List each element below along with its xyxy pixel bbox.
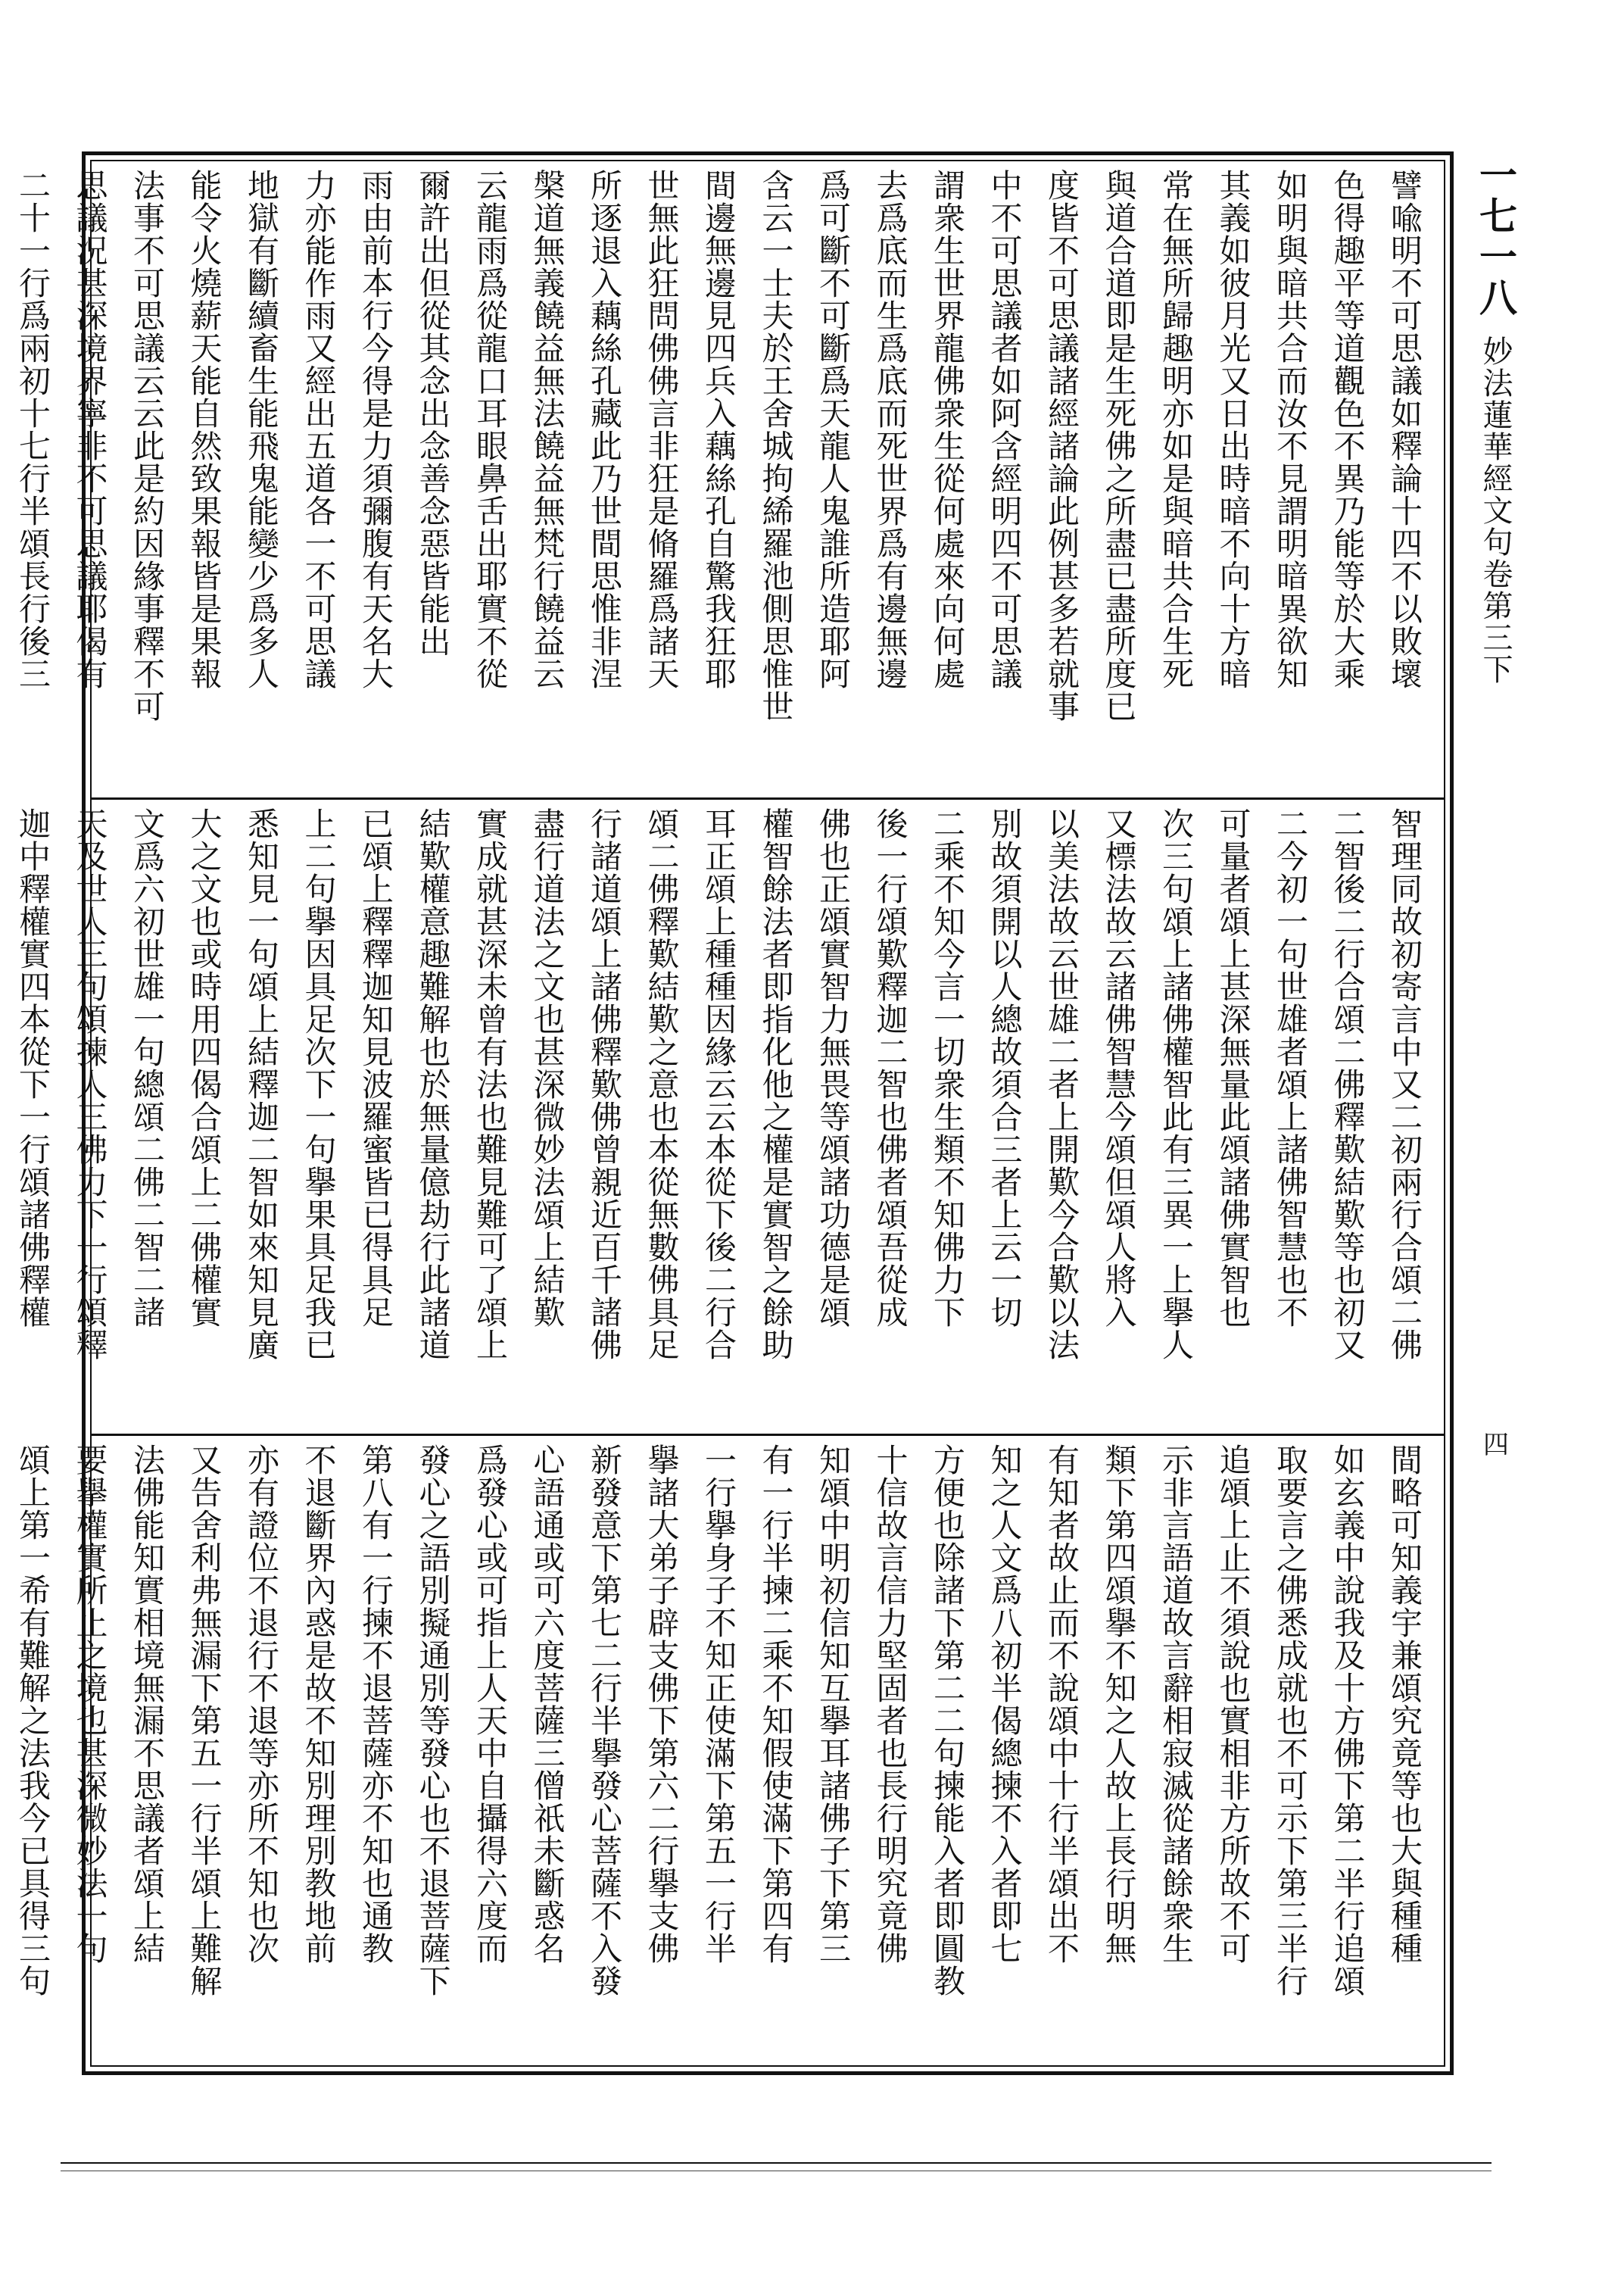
text-column: 法佛能知實相境無漏不思議者頌上結 — [129, 1443, 166, 1965]
text-column: 耳正頌上種種因緣云云本從下後二行合 — [700, 807, 737, 1361]
text-frame — [14, 151, 1454, 2075]
text-column: 佛也正頌實智力無畏等頌諸功德是頌 — [815, 807, 852, 1328]
text-column: 雨由前本行今得是力須彌腹有天名大 — [357, 169, 394, 690]
band-columns — [0, 807, 1433, 1425]
text-column: 後一行頌歎釋迦二智也佛者頌吾從成 — [871, 807, 909, 1328]
text-column: 以美法故云世雄二者上開歎今合歎以法 — [1043, 807, 1080, 1361]
text-column: 頌上第一希有難解之法我今已具得三句 — [14, 1443, 51, 1997]
text-column: 追頌上止不須說也實相非方所故不可 — [1214, 1443, 1252, 1965]
text-column: 爲可斷不可斷爲天龍人鬼誰所造耶阿 — [815, 169, 852, 690]
text-column: 如玄義中說我及十方佛下第二半行追頌 — [1329, 1443, 1367, 1997]
text-column: 爾許出但從其念出念善念惡皆能出 — [414, 169, 452, 657]
text-column: 取要言之佛悉成就也不可示下第三半行 — [1272, 1443, 1309, 1997]
text-column: 可量者頌上甚深無量此頌諸佛實智也 — [1214, 807, 1252, 1328]
text-column: 間邊無邊見四兵入藕絲孔自驚我狂耶 — [700, 169, 737, 690]
text-column: 間略可知義宇兼頌究竟等也大與種種 — [1386, 1443, 1423, 1965]
text-column: 二今初一句世雄者頌上諸佛智慧也不 — [1272, 807, 1309, 1328]
text-band-middle — [14, 797, 1444, 1436]
text-column: 心語通或可六度菩薩三僧祇未斷惑名 — [528, 1443, 566, 1965]
text-column: 擧諸大弟子辟支佛下第六二行擧支佛 — [643, 1443, 681, 1965]
text-column: 思議況甚深境界寧非不可思議耶偈有 — [71, 169, 109, 690]
text-column: 謂衆生世界龍佛衆生從何處來向何處 — [929, 169, 966, 690]
text-column: 其義如彼月光又日出時暗不向十方暗 — [1214, 169, 1252, 690]
text-column: 有一行半揀二乘不知假使滿下第四有 — [757, 1443, 795, 1965]
text-column: 與道合道即是生死佛之所盡已盡所度已 — [1100, 169, 1138, 722]
book-title: 妙法蓮華經文句卷第三下 — [1478, 335, 1513, 685]
text-column: 文爲六初世雄一句總頌二佛二智二諸 — [129, 807, 166, 1328]
text-column: 大之文也或時用四偈合頌上二佛權實 — [185, 807, 223, 1328]
text-column: 權智餘法者即指化他之權是實智之餘助 — [757, 807, 795, 1361]
text-column: 智理同故初寄言中又二初兩行合頌二佛 — [1386, 807, 1423, 1361]
text-column: 又標法故云諸佛智慧今頌但頌人將入 — [1100, 807, 1138, 1328]
text-column: 力亦能作雨又經出五道各一不可思議 — [300, 169, 338, 690]
text-column: 所逐退入藕絲孔藏此乃世間思惟非涅 — [586, 169, 623, 690]
text-column: 類下第四頌擧不知之人故上長行明無 — [1100, 1443, 1138, 1965]
text-column: 去爲底而生爲底而死世界爲有邊無邊 — [871, 169, 909, 690]
text-column: 迦中釋權實四本從下一行頌諸佛釋權 — [14, 807, 51, 1328]
text-column: 結歎權意趣難解也於無量億劫行此諸道 — [414, 807, 452, 1361]
text-column: 如明與暗共合而汝不見謂明暗異欲知 — [1272, 169, 1309, 690]
text-column: 槃道無義饒益無法饒益無梵行饒益云 — [528, 169, 566, 690]
text-column: 知頌中明初信知互擧耳諸佛子下第三 — [815, 1443, 852, 1965]
text-column: 含云一士夫於王舍城拘絺羅池側思惟世 — [757, 169, 795, 722]
text-column: 有知者故止而不說頌中十行半頌出不 — [1043, 1443, 1080, 1965]
text-column: 第八有一行揀不退菩薩亦不知也通教 — [357, 1443, 394, 1965]
text-column: 又告舍利弗無漏下第五一行半頌上難解 — [185, 1443, 223, 1997]
text-column: 常在無所歸趣明亦如是與暗共合生死 — [1158, 169, 1195, 690]
text-column: 二智後二行合頌二佛釋歎結歎等也初又 — [1329, 807, 1367, 1361]
text-column: 實成就甚深未曾有法也難見難可了頌上 — [472, 807, 509, 1361]
band-columns — [0, 169, 1433, 787]
text-column: 法事不可思議云云此是約因緣事釋不可 — [129, 169, 166, 722]
text-band-bottom — [14, 1434, 1444, 2072]
text-column: 示非言語道故言辭相寂滅從諸餘衆生 — [1158, 1443, 1195, 1965]
band-columns — [0, 1443, 1433, 2061]
text-frame-inner — [14, 160, 1445, 2067]
text-column: 中不可思議者如阿含經明四不可思議 — [986, 169, 1024, 690]
text-band-top — [14, 161, 1444, 797]
text-column: 一行擧身子不知正使滿下第五一行半 — [700, 1443, 737, 1965]
text-column — [0, 807, 5, 1425]
text-column: 不退斷界內惑是故不知別理別教地前 — [300, 1443, 338, 1965]
text-column: 爲發心或可指上人天中自攝得六度而 — [472, 1443, 509, 1965]
text-column: 方便也除諸下第二二句揀能入者即圓教 — [929, 1443, 966, 1997]
text-column: 上二句擧因具足次下一句擧果具足我已 — [300, 807, 338, 1361]
text-column: 十信故言信力堅固者也長行明究竟佛 — [871, 1443, 909, 1965]
text-column: 新發意下第七二行半擧發心菩薩不入發 — [586, 1443, 623, 1997]
running-header — [1469, 155, 1522, 837]
text-column: 亦有證位不退行不退等亦所不知也次 — [243, 1443, 280, 1965]
folio-mark: 四 — [1483, 1430, 1509, 1460]
text-column: 要擧權實所止之境也甚深微妙法一句 — [71, 1443, 109, 1965]
text-column: 頌二佛釋歎結歎之意也本從無數佛具足 — [643, 807, 681, 1361]
text-column: 二十一行爲兩初十七行半頌長行後三 — [14, 169, 51, 690]
text-column — [0, 169, 5, 787]
text-column: 別故須開以人總故須合三者上云一切 — [986, 807, 1024, 1328]
text-column: 知之人文爲八初半偈總揀不入者即七 — [986, 1443, 1024, 1965]
text-column: 世無此狂問佛佛言非狂是脩羅爲諸天 — [643, 169, 681, 690]
text-column: 能令火燒薪天能自然致果報皆是果報 — [185, 169, 223, 690]
text-column: 云龍雨爲從龍口耳眼鼻舌出耶實不從 — [472, 169, 509, 690]
text-column: 地獄有斷續畜生能飛鬼能變少爲多人 — [243, 169, 280, 690]
text-column: 發心之語別擬通別等發心也不退菩薩下 — [414, 1443, 452, 1997]
bottom-rule — [61, 2162, 1492, 2164]
text-column: 天及世人三句頌揀人三佛力下一行頌釋 — [71, 807, 109, 1361]
text-column: 盡行道法之文也甚深微妙法頌上結歎 — [528, 807, 566, 1328]
text-column: 色得趣平等道觀色不異乃能等於大乘 — [1329, 169, 1367, 690]
text-column: 次三句頌上諸佛權智此有三異一上擧人 — [1158, 807, 1195, 1361]
text-column: 行諸道頌上諸佛釋歎佛曾親近百千諸佛 — [586, 807, 623, 1361]
text-column — [0, 1443, 5, 2061]
page-number: 一七一八 — [1473, 155, 1518, 319]
text-column: 二乘不知今言一切衆生類不知佛力下 — [929, 807, 966, 1328]
text-column: 已頌上釋釋迦知見波羅蜜皆已得具足 — [357, 807, 394, 1328]
text-column: 度皆不可思議諸經諸論此例甚多若就事 — [1043, 169, 1080, 722]
text-column: 譬喩明不可思議如釋論十四不以敗壞 — [1386, 169, 1423, 690]
text-column: 悉知見一句頌上結釋迦二智如來知見廣 — [243, 807, 280, 1361]
